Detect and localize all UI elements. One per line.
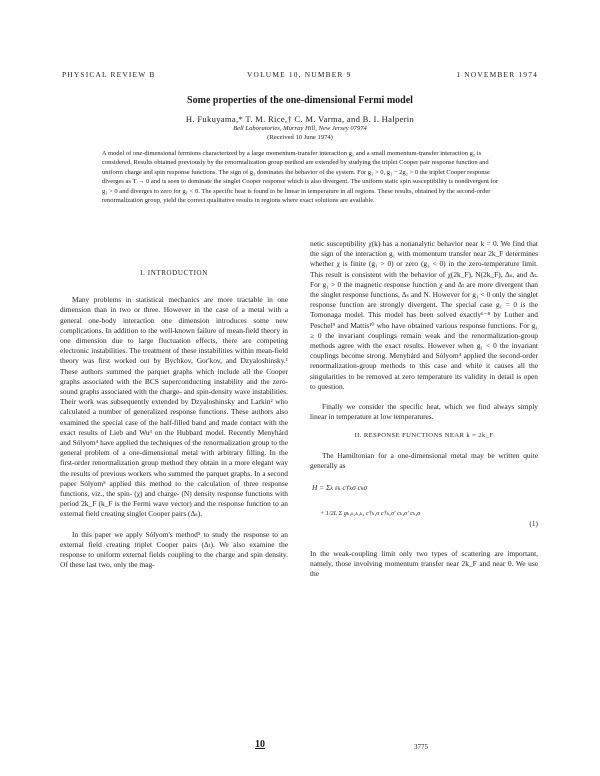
hamiltonian-equation: [310, 479, 538, 543]
section-heading-response-functions: II. RESPONSE FUNCTIONS NEAR k = 2k_F: [354, 432, 494, 440]
intro-paragraph-continued: netic susceptibility χ(k) has a nonanalytic behavior near k = 0. We find that the sign of the interaction g₁ with momentum transfer near 2k_F determines whether χ is finite (g₁ > 0) or zero (g₁ < 0) in the zero-temperature limit. This result is consistent with the behavior of χ(2k_F), N(2k_F), Δₛ, and Δₜ. For g₁ > 0 the magnetic response function χ and Δₜ are more divergent than the singlet response functions, Δₛ and N. However for g₁ < 0 only the singlet response function are strongly divergent. The special case g₁ = 0 is the Tomonaga model. This model has been solved exactly⁶⁻⁸ by Luther and Peschel⁹ and Mattis¹⁰ who have obtained various response functions. For g₁ ≥ 0 the invariant couplings remain weak and the renormalization-group methods agree with the exact results. However when g₁ < 0 the invariant couplings become strong. Menyhárd and Sólyom⁴ applied the second-order renormalization-group methods to this case and while it causes all the singularities to be removed at zero temperature its validity in detail is open to question.: [310, 239, 538, 391]
equation-line-2: + 1/2L Σ gₖ₁ₖ₂ₖ₃ₖ₄ c†ₖ₁σ c†ₖ₂σ' cₖ₃σ' cₖ₄σ: [320, 510, 421, 518]
specific-heat-paragraph: Finally we consider the specific heat, which we find always simply linear in temperature at low temperatures.: [310, 402, 538, 422]
intro-paragraph-2: In this paper we apply Sólyom's method⁵ to study the response to an external field creating triplet Cooper pairs (Δₜ). We also examine the response to uniform external fields coupling to the charge and spin density. Of these last two, only the mag-: [60, 529, 288, 570]
volume-number: VOLUME 10, NUMBER 9: [247, 70, 352, 79]
running-header: [62, 70, 538, 82]
volume-mark: 10: [255, 739, 265, 750]
paper-title: Some properties of the one-dimensional Fermi model: [187, 95, 413, 106]
weak-coupling-paragraph: In the weak-coupling limit only two types of scattering are important, namely, those involving momentum transfer near 2k_F and near 0. We use the: [310, 549, 538, 579]
received-date: (Received 10 June 1974): [267, 134, 333, 141]
affiliation: Bell Laboratories, Murray Hill, New Jersey 07974: [233, 125, 367, 132]
author-list: H. Fukuyama,* T. M. Rice,† C. M. Varma, and B. I. Halperin: [185, 114, 415, 124]
abstract: A model of one-dimensional fermions characterized by a large momentum-transfer interaction g₁ and a small momentum-transfer interaction g₂ is considered. Results obtained previously by the renormalization group method are extended by studying the triplet Cooper pair response function and uniform charge and spin response functions. The sign of g₁ dominates the behavior of the system. For g₁ > 0, g₁ − 2g₂ > 0 the triplet Cooper response diverges as T → 0 and is seen to dominate the singlet Cooper response which is also divergent. The uniform static spin susceptibility is nondivergent for g₁ > 0 and diverges to zero for g₁ < 0. The specific heat is found to be linear in temperature in all regions. These results, obtained by the second-order renormalization group, yield the correct qualitative results in regions where exact solutions are available.: [102, 150, 499, 205]
equation-number: (1): [529, 519, 538, 529]
intro-paragraph-1: Many problems in statistical mechanics are more tractable in one dimension than in two or three. However in the case of a metal with a general one-body interaction one dimension introduces some new complications. In addition to the well-known failure of mean-field theory in one dimension due to large fluctuation effects, there are competing electronic instabilities. The treatment of these instabilities within mean-field theory was first worked out by Bychkov, Gor'kov, and Dzyaloshinsky.¹ These authors summed the parquet graphs which include all the Cooper graphs associated with the BCS superconducting instability and the zero-sound graphs associated with the charge- and spin-density wave instabilities. Their work was subsequently extended by Dzyaloshinsky and Larkin² who calculated a number of generalized response functions. These authors also examined the special case of the half-filled band and made contact with the exact results of Lieb and Wu³ on the Hubbard model. Recently Menyhárd and Sólyom⁴ have applied the techniques of the renormalization group to the general problem of a one-dimensional metal with arbitrary filling. In the first-order renormalization group method they obtain in a more elegant way the results of previous workers who summed the parquet graphs. In a second paper Sólyom⁵ applied this method to the calculation of three response functions, viz., the spin- (χ) and charge- (N) density response functions with period 2k_F (k_F is the Fermi wave vector) and the response function to an external field creating singlet Cooper pairs (Δₛ).: [60, 295, 288, 519]
right-column: [310, 239, 538, 580]
equation-line-1: H = Σₖ εₖ c†ₖσ cₖσ: [312, 483, 368, 493]
issue-date: 1 NOVEMBER 1974: [456, 70, 538, 79]
hamiltonian-intro-paragraph: The Hamiltonian for a one-dimensional metal may be written quite generally as: [310, 450, 538, 470]
journal-name: PHYSICAL REVIEW B: [62, 70, 156, 79]
section-heading-introduction: I. INTRODUCTION: [140, 269, 208, 277]
page-number: 3775: [414, 743, 428, 751]
left-column: [60, 268, 288, 570]
